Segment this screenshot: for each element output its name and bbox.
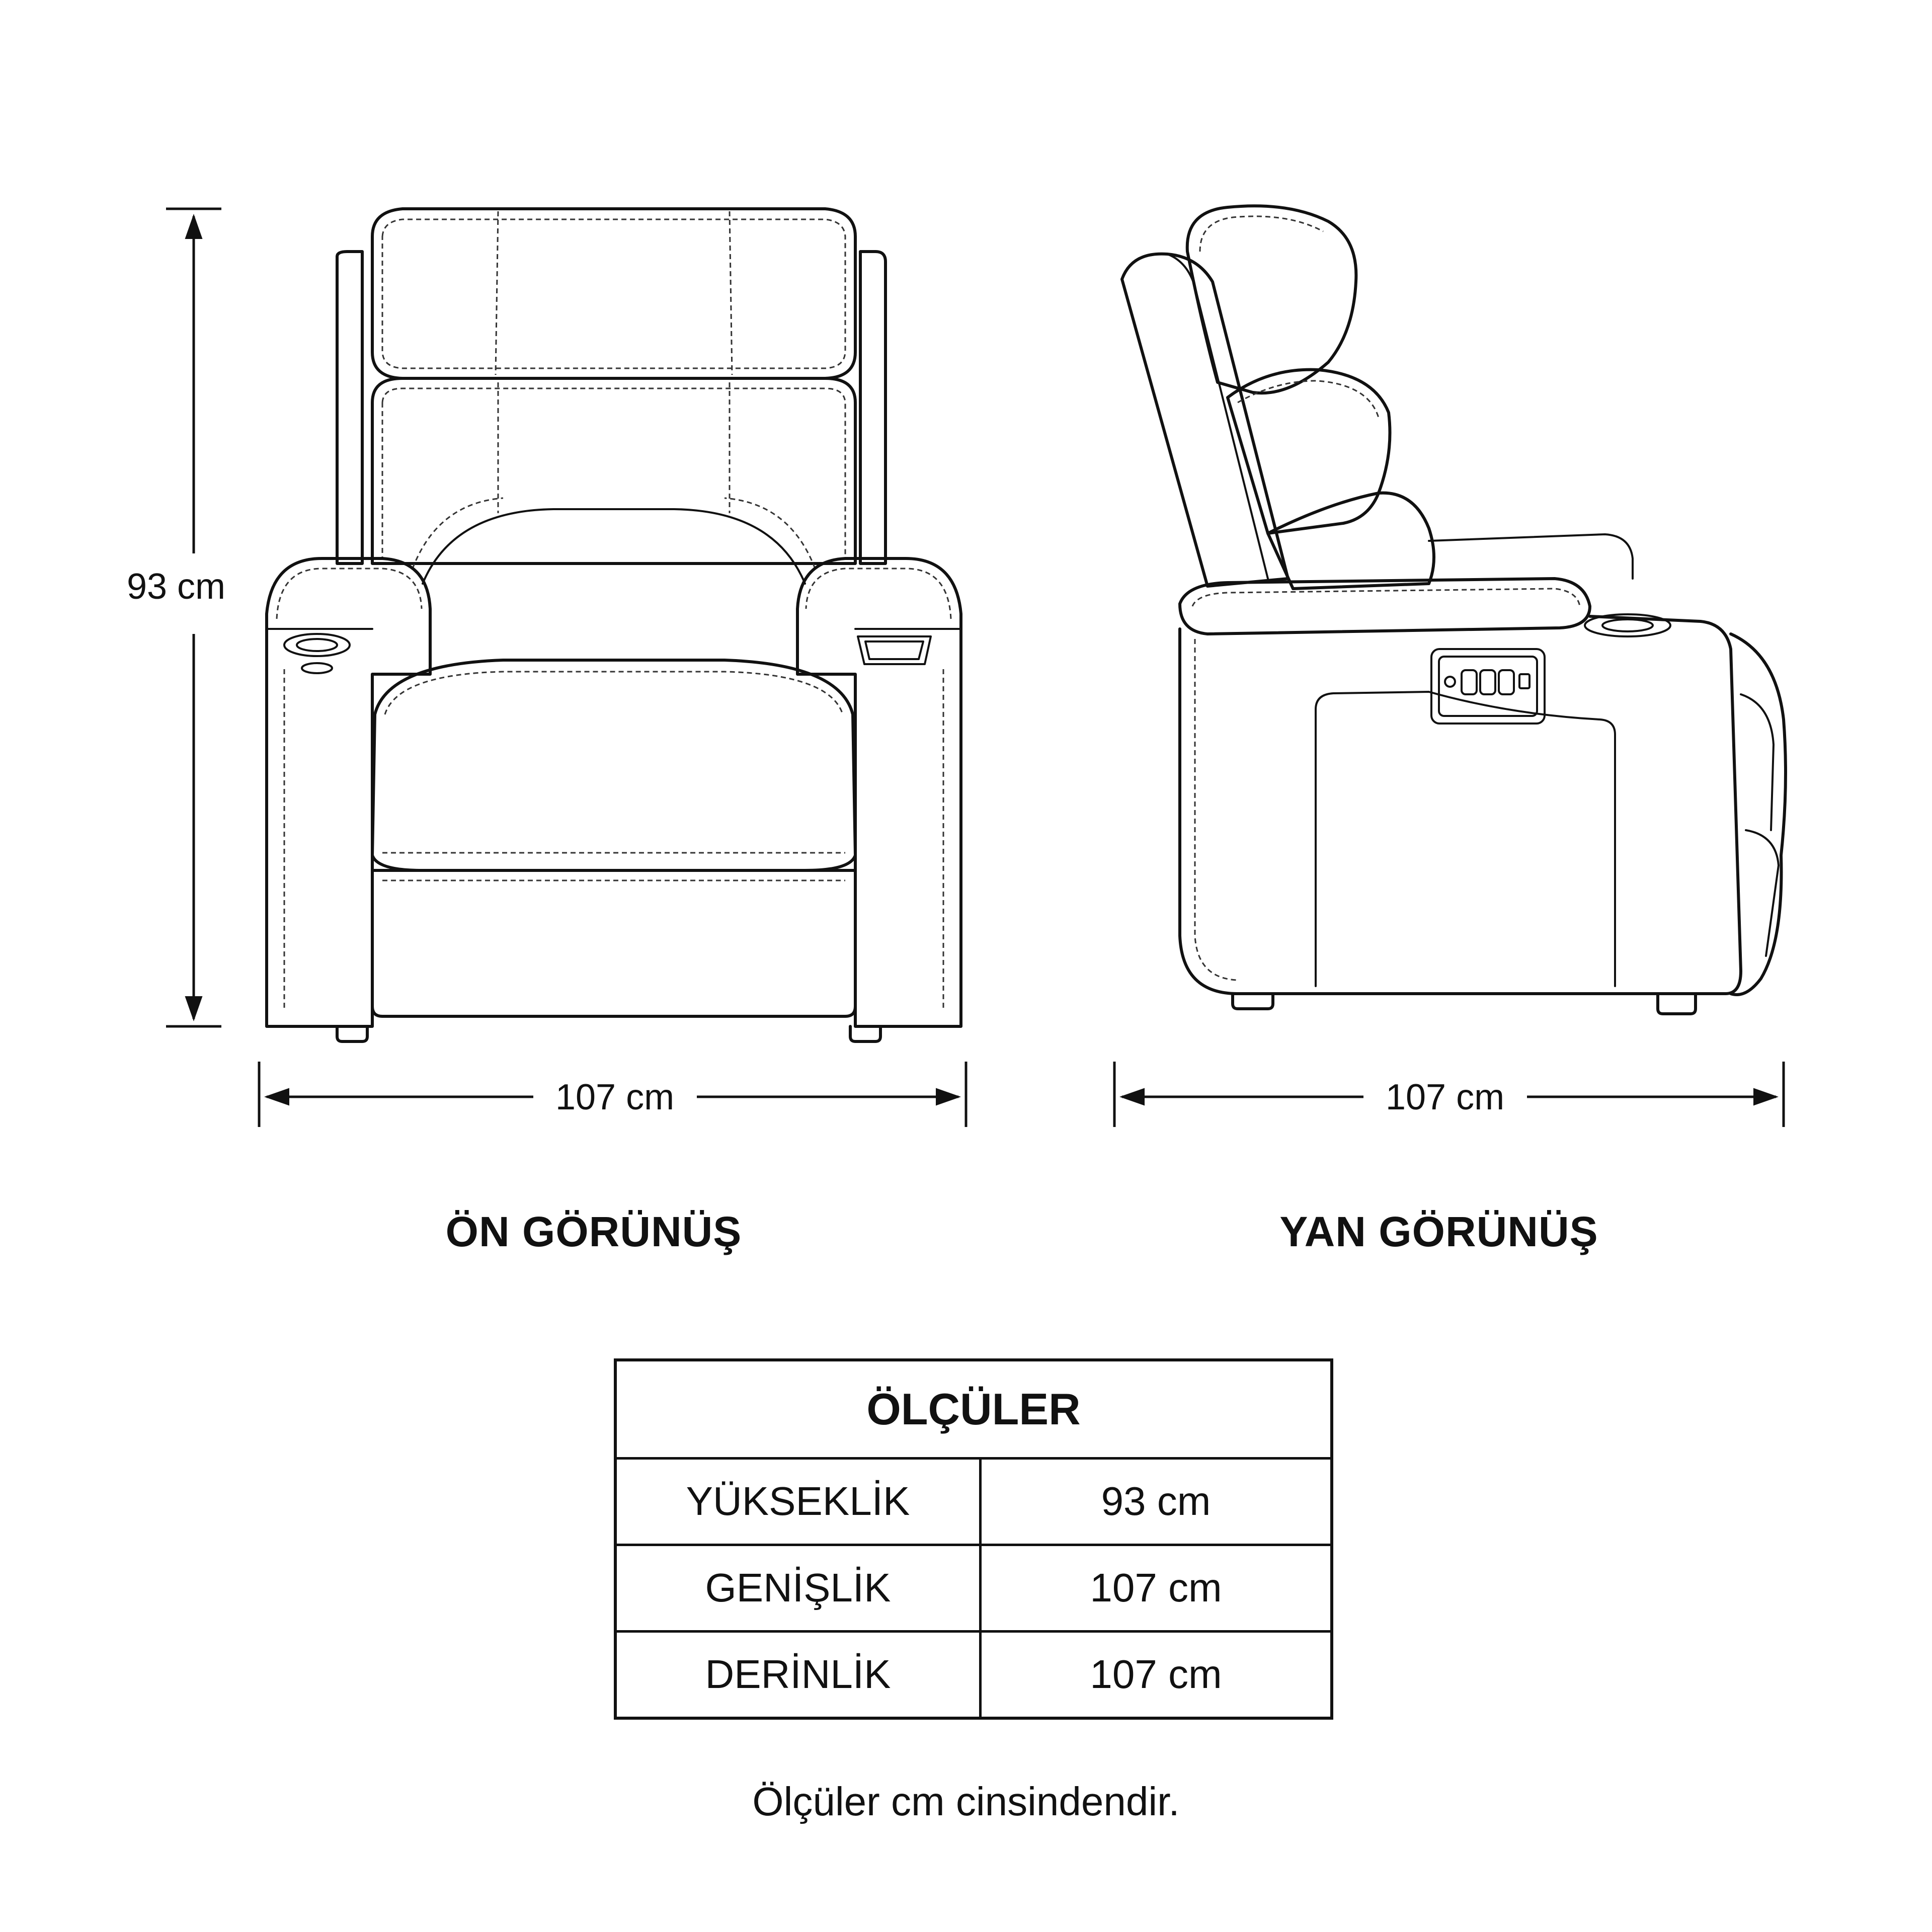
side-depth-dimension: [1114, 1062, 1784, 1127]
row-label: DERİNLİK: [615, 1631, 981, 1718]
table-row: [615, 1459, 1332, 1545]
row-label: YÜKSEKLİK: [615, 1459, 981, 1545]
front-width-label: 107 cm: [555, 1077, 675, 1117]
front-width-dimension: [259, 1062, 966, 1127]
row-value: 107 cm: [981, 1545, 1332, 1631]
side-depth-label: 107 cm: [1385, 1077, 1505, 1117]
side-view-title: YAN GÖRÜNÜŞ: [1279, 1208, 1598, 1255]
footnote: Ölçüler cm cinsindendir.: [752, 1779, 1180, 1824]
front-view-drawing: [267, 209, 961, 1041]
front-view-title: ÖN GÖRÜNÜŞ: [445, 1208, 742, 1255]
row-value: 93 cm: [981, 1459, 1332, 1545]
height-label: 93 cm: [126, 567, 226, 607]
row-label: GENİŞLİK: [615, 1545, 981, 1631]
table-row: [615, 1545, 1332, 1631]
side-view-drawing: [1122, 206, 1786, 1014]
table-row: [615, 1631, 1332, 1718]
dimensions-table-title: ÖLÇÜLER: [615, 1360, 1332, 1459]
row-value: 107 cm: [981, 1631, 1332, 1718]
dimensions-table: [614, 1358, 1333, 1720]
height-dimension: [127, 209, 225, 1026]
